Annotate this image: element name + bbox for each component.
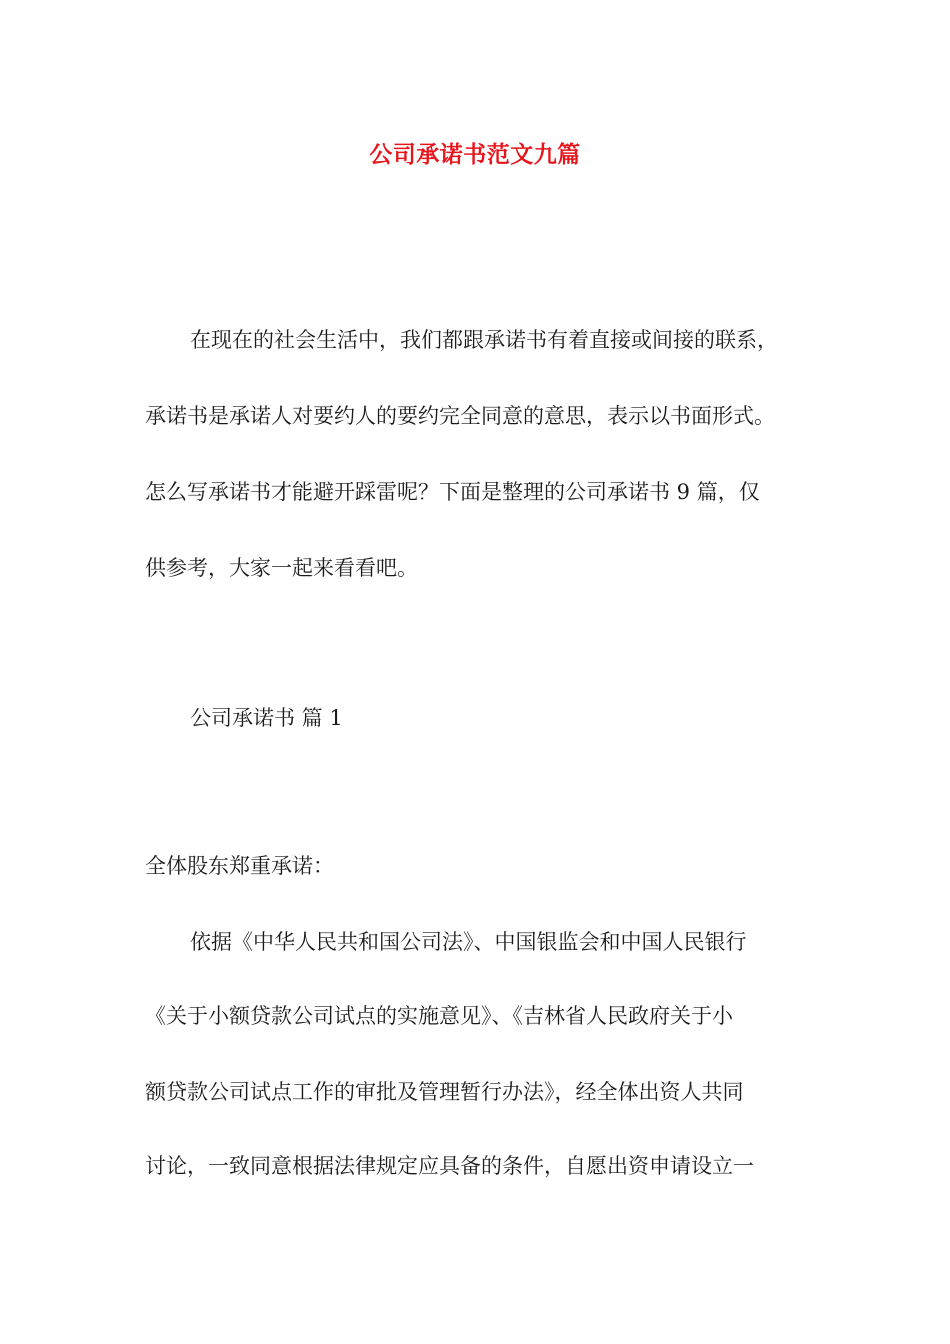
body-line-3: 额贷款公司试点工作的审批及管理暂行办法》，经全体出资人共同 — [145, 1080, 744, 1104]
body-line-4: 讨论，一致同意根据法律规定应具备的条件，自愿出资申请设立一 — [145, 1154, 754, 1178]
intro-line-1: 在现在的社会生活中，我们都跟承诺书有着直接或间接的联系， — [190, 328, 778, 352]
intro-line-2: 承诺书是承诺人对要约人的要约完全同意的意思，表示以书面形式。 — [145, 404, 775, 428]
intro-line-3: 怎么写承诺书才能避开踩雷呢？下面是整理的公司承诺书 9 篇，仅 — [145, 480, 760, 504]
section-heading: 公司承诺书 篇 1 — [190, 706, 343, 730]
intro-line-4: 供参考，大家一起来看看吧。 — [145, 556, 418, 580]
salutation: 全体股东郑重承诺： — [145, 854, 334, 878]
document-title: 公司承诺书范文九篇 — [369, 141, 581, 168]
body-line-2: 《关于小额贷款公司试点的实施意见》、《吉林省人民政府关于小 — [145, 1004, 733, 1028]
body-line-1: 依据《中华人民共和国公司法》、中国银监会和中国人民银行 — [190, 930, 747, 954]
